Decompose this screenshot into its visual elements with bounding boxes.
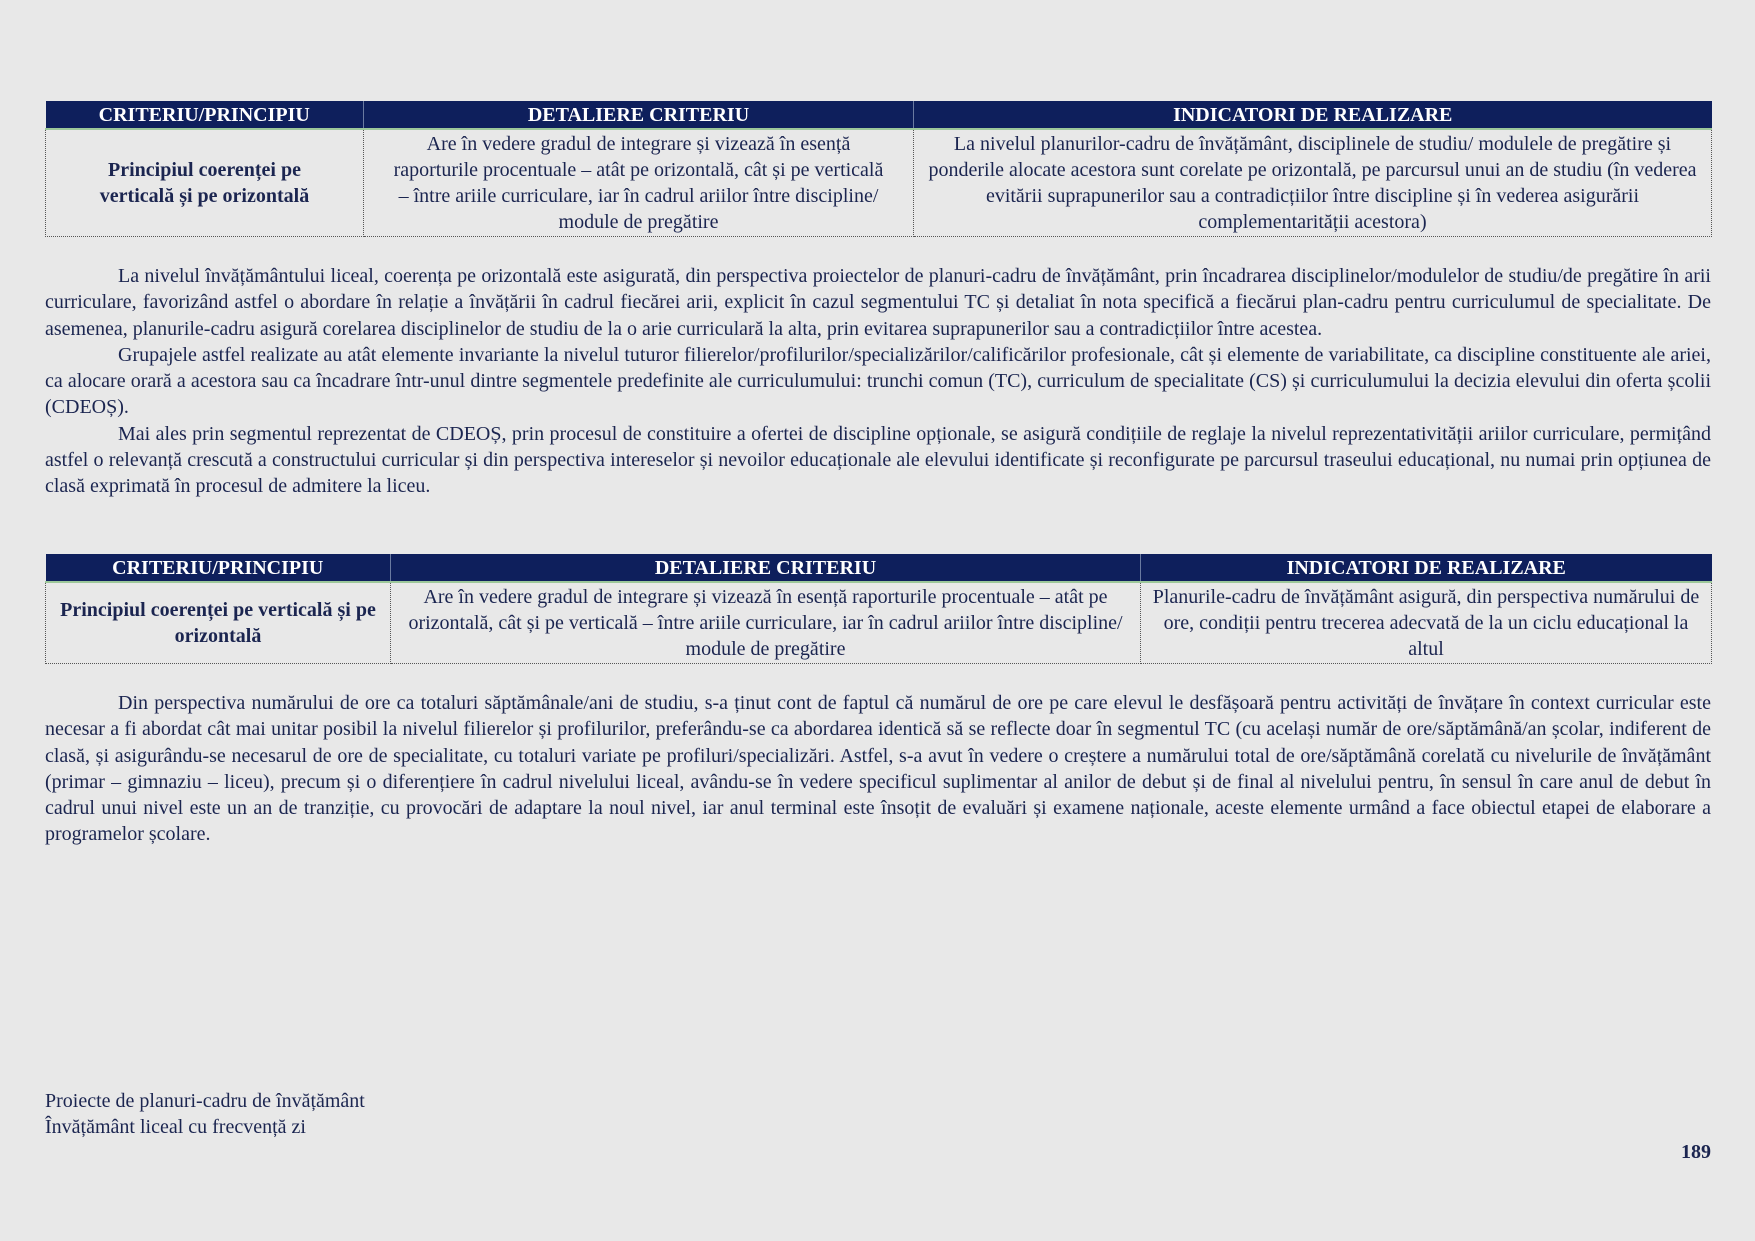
table-header-row: [46, 554, 1712, 582]
document-page: [45, 0, 1711, 1241]
page-number: 189: [1681, 1141, 1711, 1163]
indicator-cell: La nivelul planurilor-cadru de învățământ, disciplinele de studiu/ modulele de pregătire și ponderile alocate acestora sunt corelate pe orizontală, pe parcursul unui an de studiu (în vederea evitării suprapunerilor sau a contradicțiilor între discipline și în vederea asigurării complementarității acestora): [914, 129, 1712, 237]
header-indicators: INDICATORI DE REALIZARE: [914, 101, 1712, 129]
footer-subtitle: Învățământ liceal cu frecvență zi: [45, 1116, 306, 1138]
header-criterion: CRITERIU/PRINCIPIU: [46, 554, 391, 582]
paragraph: La nivelul învățământului liceal, coerența pe orizontală este asigurată, din perspectiva proiectelor de planuri-cadru de învățământ, prin încadrarea disciplinelor/modulelor de studiu/de pregătire în arii curriculare, favorizând astfel o abordare în relație a învățării în cadrul fiecărei arii, explicit în cazul segmentului TC și detaliat în nota specifică a fiecărui plan-cadru pentru curriculumul de specialitate. De asemenea, planurile-cadru asigură corelarea disciplinelor de studiu de la o arie curriculară la alta, prin evitarea suprapunerilor sau a contradicțiilor între acestea.: [45, 265, 1711, 340]
table-header-row: [46, 101, 1712, 129]
criteria-table-1: [45, 101, 1712, 237]
header-criterion: CRITERIU/PRINCIPIU: [46, 101, 364, 129]
detail-cell: Are în vedere gradul de integrare și vizează în esență raporturile procentuale – atât pe orizontală, cât și pe verticală – între ariile curriculare, iar în cadrul ariilor între discipline/ module de pregătire: [364, 129, 914, 237]
page-footer: [45, 1088, 365, 1140]
principle-cell: Principiul coerenței pe verticală și pe orizontală: [46, 129, 364, 237]
header-detail: DETALIERE CRITERIU: [391, 554, 1141, 582]
body-text-2: [45, 690, 1711, 848]
principle-cell: Principiul coerenței pe verticală și pe orizontală: [46, 582, 391, 664]
footer-title: Proiecte de planuri-cadru de învățământ: [45, 1090, 365, 1112]
paragraph: Din perspectiva numărului de ore ca totaluri săptămânale/ani de studiu, s-a ținut cont de faptul că numărul de ore pe care elevul le desfășoară pentru activități de învățare în context curricular este necesar a fi abordat cât mai unitar posibil la nivelul filierelor și profilurilor, preferându-se ca abordarea identică să se reflecte doar în segmentul TC (cu același număr de ore/săptămână/an școlar, indiferent de clasă, și asigurându-se necesarul de ore de specialitate, cu totaluri variate pe profiluri/specializări. Astfel, s-a avut în vedere o creștere a numărului total de ore/săptămână corelată cu nivelurile de învățământ (primar – gimnaziu – liceu), precum și o diferențiere în cadrul nivelului liceal, avându-se în vedere specificul suplimentar al anilor de debut și de final al nivelului pentru, în sensul în care anul de debut în cadrul unui nivel este un an de tranziție, cu provocări de adaptare la noul nivel, iar anul terminal este însoțit de evaluări și examene naționale, aceste elemente urmând a face obiectul etapei de elaborare a programelor școlare.: [45, 692, 1711, 846]
paragraph: Mai ales prin segmentul reprezentat de CDEOȘ, prin procesul de constituire a ofertei de discipline opționale, se asigură condițiile de reglaje la nivelul reprezentativității ariilor curriculare, permițând astfel o relevanță crescută a constructului curricular și din perspectiva intereselor și nevoilor educaționale ale elevului identificate și reconfigurate pe parcursul traseului educațional, nu numai prin opțiunea de clasă exprimată în procesul de admitere la liceu.: [45, 422, 1711, 498]
criteria-table-2: [45, 554, 1712, 664]
body-text-1: [45, 263, 1711, 500]
header-indicators: INDICATORI DE REALIZARE: [1141, 554, 1712, 582]
table-row: [46, 582, 1712, 664]
indicator-cell: Planurile-cadru de învățământ asigură, din perspectiva numărului de ore, condiții pentru trecerea adecvată de la un ciclu educațional la altul: [1141, 582, 1712, 664]
table-row: [46, 129, 1712, 237]
detail-cell: Are în vedere gradul de integrare și vizează în esență raporturile procentuale – atât pe orizontală, cât și pe verticală – între ariile curriculare, iar în cadrul ariilor între discipline/ module de pregătire: [391, 582, 1141, 664]
paragraph: Grupajele astfel realizate au atât elemente invariante la nivelul tuturor filierelor/profilurilor/specializărilor/calificărilor profesionale, cât și elemente de variabilitate, ca discipline constituente ale ariei, ca alocare orară a acestora sau ca încadrare într-unul dintre segmentele predefinite ale curriculumului: trunchi comun (TC), curriculum de specialitate (CS) și curriculumului la decizia elevului din oferta școlii (CDEOȘ).: [45, 343, 1711, 419]
header-detail: DETALIERE CRITERIU: [364, 101, 914, 129]
